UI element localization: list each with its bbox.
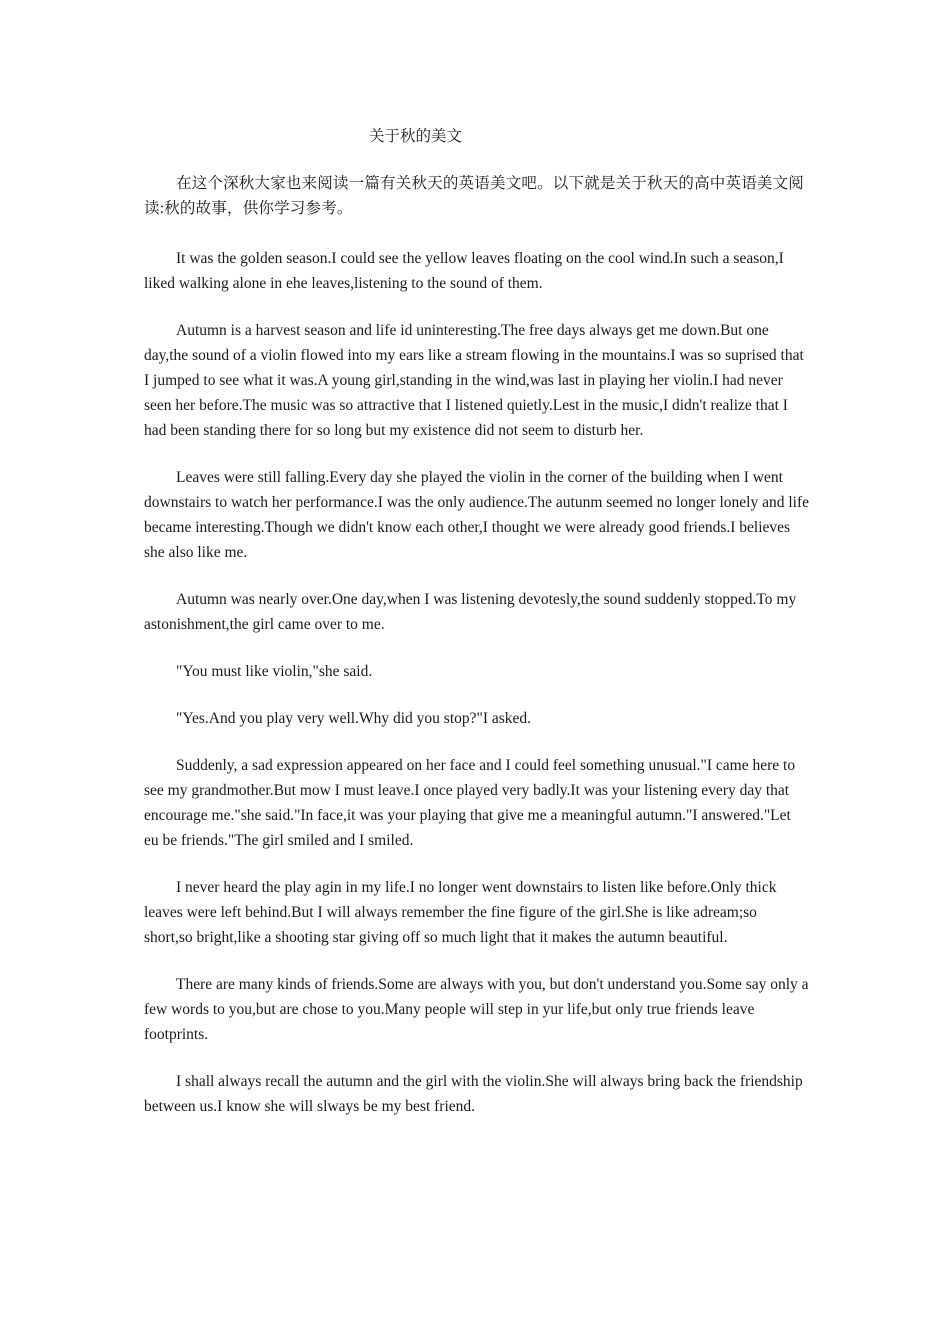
paragraph-4: Autumn was nearly over.One day,when I was listening devotesly,the sound suddenly stopped.To my astonishment,the girl came over to me. [144,591,797,633]
document-title: 关于秋的美文 [369,128,463,145]
paragraph-10: I shall always recall the autumn and the girl with the violin.She will always bring back the friendship between us.I know she will slways be my best friend. [144,1073,803,1115]
intro-paragraph: 在这个深秋大家也来阅读一篇有关秋天的英语美文吧。以下就是关于秋天的高中英语美文阅读:秋的故事，供你学习参考。 [144,175,805,217]
paragraph-2: Autumn is a harvest season and life id uninteresting.The free days always get me down.But one day,the sound of a violin flowed into my ears like a stream flowing in the mountains.I was so suprised that I jumped to see what it was.A young girl,standing in the wind,was last in playing her violin.I had never seen her before.The music was so attractive that I listened quietly.Lest in the music,I didn't realize that I had been standing there for so long but my existence did not seem to disturb her. [144,322,804,439]
paragraph-9: There are many kinds of friends.Some are always with you, but don't understand you.Some say only a few words to you,but are chose to you.Many people will step in yur life,but only true friends leave footprints. [144,976,809,1043]
paragraph-5: "You must like violin,"she said. [176,663,373,680]
paragraph-6: "Yes.And you play very well.Why did you stop?"I asked. [176,710,532,727]
document-page [144,124,809,1141]
paragraph-8: I never heard the play agin in my life.I no longer went downstairs to listen like before.Only thick leaves were left behind.But I will always remember the fine figure of the girl.She is like adream;so short,so bright,like a shooting star giving off so much light that it makes the autumn beautiful. [144,879,777,946]
paragraph-3: Leaves were still falling.Every day she played the violin in the corner of the building when I went downstairs to watch her performance.I was the only audience.The autunm seemed no longer lonely and life became interesting.Though we didn't know each other,I thought we were already good friends.I believes she also like me. [144,469,809,561]
paragraph-1: It was the golden season.I could see the yellow leaves floating on the cool wind.In such a season,I liked walking alone in ehe leaves,listening to the sound of them. [144,250,784,292]
paragraph-7: Suddenly, a sad expression appeared on her face and I could feel something unusual."I came here to see my grandmother.But mow I must leave.I once played very badly.It was your listening every day that encourage me."she said."In face,it was your playing that give me a meaningful autumn."I answered."Let eu be friends."The girl smiled and I smiled. [144,757,796,849]
